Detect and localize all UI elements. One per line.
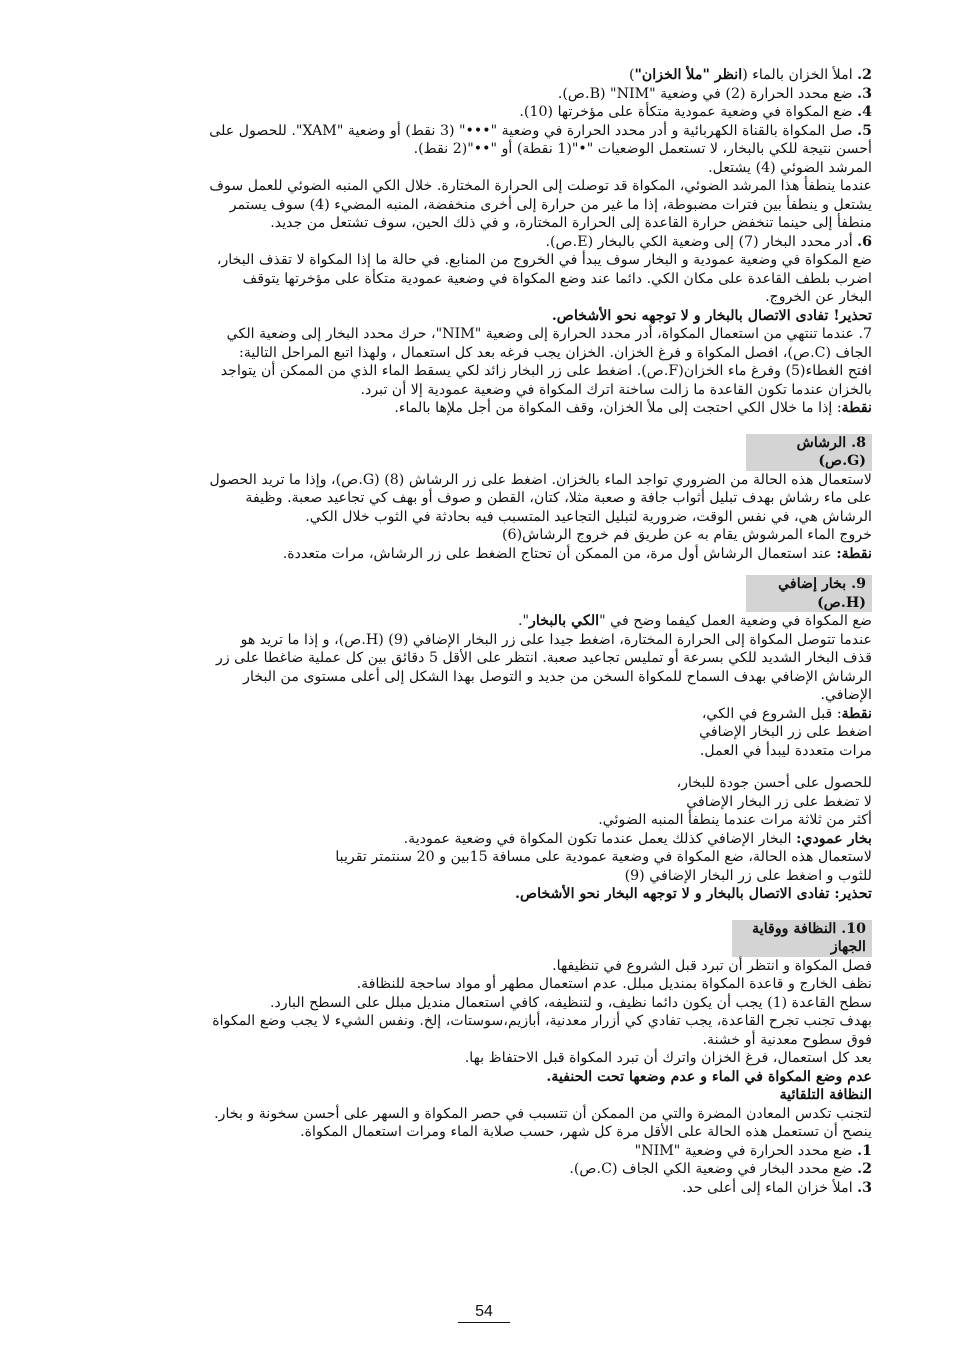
section-9-heading: 9. بخار إضافي (H.ص) [746, 575, 872, 612]
warning-steam: تحذير! تفادى الاتصال بالبخار و لا توجهه نحو الأشخاص. [551, 307, 872, 324]
step-5: 5. صل المكواة بالقناة الكهربائية و أدر محدد الحرارة في وضعية "•••" (3 نقط) أو وضعية "XAM". للحصول على أحسن نتيجة للكي بالبخار، لا تستعمل الوضعيات "•"(1 نقطة) أو "••"(2 نقط). [209, 122, 872, 157]
section-10-line: نظف الخارج و قاعدة المكواة بمنديل مبلل. عدم استعمال مطهر أو مواد ساحجة للنظافة. [356, 976, 872, 992]
vertical-steam: بخار عمودي: البخار الإضافي كذلك يعمل عندما تكون المكواة في وضعية عمودية. [403, 830, 872, 847]
section-9-paragraph: عندما تتوصل المكواة إلى الحرارة المختارة، اضغط جيدا على زر البخار الإضافي (9) (H.ص)، و إذا ما تريد هو قذف البخار الشديد للكي بسرعة أو تمليس تجاعيد صعبة. انتظر على الأقل 5 دقائق بين كل عملية ضاغطا على زر الرشاش الإضافي بهدف السماح للمكواة السخن من جديد و التوصل بهذا الشكل إلى أعلى مستوى من البخار الإضافي. [215, 631, 872, 703]
step-7-paragraph: افتح الغطاء(5) وفرغ ماء الخزان(F.ص). اضغط على زر البخار زائد لكي يسقط الماء الذي من الممكن أن يتواجد بالخزان عندما تكون القاعدة ما زالت ساخنة اترك المكواة في وضعية عمودية إلا أن تبرد. [220, 363, 872, 398]
no-water-warning: عدم وضع المكواة في الماء و عدم وضعها تحت الحنفية. [546, 1068, 872, 1085]
step-4: 4. ضع المكواة في وضعية عمودية متكأة على مؤخرتها (10). [519, 104, 872, 120]
step-6: 6. أدر محدد البخار (7) إلى وضعية الكي بالبخار (E.ص). [545, 233, 872, 250]
section-9-note: نقطة: قبل الشروع في الكي، اضغط على زر البخار الإضافي مرات متعددة ليبدأ في العمل. [699, 705, 872, 759]
auto-clean-title: النظافة التلقائية [779, 1087, 872, 1103]
clean-step-3: 3. املأ خزان الماء إلى أعلى حد. [681, 1179, 872, 1196]
auto-clean-line: لتجنب تكدس المعادن المضرة والتي من الممكن أن تتسبب في حصر المكواة و السهر على أحسن سخونة و بخار. [214, 1105, 872, 1122]
section-10-line: بعد كل استعمال، فرغ الخزان واترك أن تبرد المكواة قبل الاحتفاظ بها. [464, 1050, 872, 1066]
step-7: 7. عندما تنتهي من استعمال المكواة، أدر محدد الحرارة إلى وضعية "NIM"، حرك محدد البخار إلى وضعية الكي الجاف (C.ص)، افصل المكواة و فرغ الخزان. الخزان يجب فرغه بعد كل استعمال ، ولهذا اتبع المراحل التالية: [226, 326, 872, 361]
section-9-line1: ضع المكواة في وضعية العمل كيفما وضح في "الكي بالبخار". [517, 613, 872, 629]
manual-page [208, 66, 872, 1197]
indicator-line: المرشد الضوئي (4) يشتعل. [708, 159, 872, 176]
step-6-paragraph: ضع المكواة في وضعية عمودية و البخار سوف يبدأ في الخروج من المنابع. في حالة ما إذا المكواة لا تقذف البخار، اضرب بلطف القاعدة على مكان الكي. دائما عند وضع المكواة في وضعية عمودية متكأة على مؤخرتها يتوقف البخار عن الخروج. [216, 252, 872, 305]
section-10-heading: 10. النظافة ووقاية الجهاز [732, 920, 872, 957]
section-10-line: فصل المكواة و انتظر أن تبرد قبل الشروع في تنظيفها. [552, 957, 872, 974]
page-number: 54 [458, 1303, 510, 1323]
section-8-heading: 8. الرشاش (G.ص) [746, 434, 872, 471]
indicator-paragraph: عندما ينطفأ هذا المرشد الضوئي، المكواة قد توصلت إلى الحرارة المختارة. خلال الكي المنبه الضوئي للعمل سوف يشتعل و ينطفأ بين فترات مضبوطة، إذا ما غير من حرارة إلى أخرى منخفضة، المنبه المضيء (4) سوف يستمر منطفأ إلى حينما تنخفض حرارة القاعدة إلى الحرارة المختارة، و في ذلك الحين، سوف تشتعل من جديد. [209, 178, 872, 231]
clean-step-2: 2. ضع محدد البخار في وضعية الكي الجاف (C.ص). [569, 1161, 872, 1177]
section-8-paragraph: لاستعمال هذه الحالة من الضروري تواجد الماء بالخزان. اضغط على زر الرشاش (8) (G.ص)، وإذا ما تريد الحصول على ماء رشاش بهدف تبليل أثواب جافة و صعبة مثلا، كتان، القطن و صوف أو بهف كي تجاعيد صعبة. وظيفة الرشاش هي، في نفس الوقت، ضرورية لتبليل التجاعيد المتسبب فيه بحادثة في الثوب خلال الكي. [209, 471, 872, 525]
clean-step-1: 1. ضع محدد الحرارة في وضعية "NIM" [634, 1142, 872, 1159]
vertical-steam-line1: لاستعمال هذه الحالة، ضع المكواة في وضعية عمودية على مسافة 15بين و 20 سنتمتر تقريبا [335, 849, 872, 865]
note-refill: نقطة: إذا ما خلال الكي احتجت إلى ملأ الخزان، وقف المكواة من أجل ملإها بالماء. [394, 400, 872, 416]
step-2: 2. املأ الخزان بالماء (انظر "ملأ الخزان") [628, 67, 872, 83]
vertical-steam-line2: للثوب و اضغط على زر البخار الإضافي (9) [624, 867, 872, 884]
auto-clean-line: ينصح أن تستعمل هذه الحالة على الأقل مرة كل شهر، حسب صلابة الماء ومرات استعمال المكواة. [300, 1124, 872, 1140]
section-8-note: نقطة: عند استعمال الرشاش أول مرة، من الممكن أن تحتاج الضغط على زر الرشاش، مرات متعددة. [282, 545, 872, 562]
section-9-quality: للحصول على أحسن جودة للبخار، لا تضغط على زر البخار الإضافي أكثر من ثلاثة مرات عندما ينطفأ المنبه الضوئي. [598, 775, 872, 828]
section-10-line: سطح القاعدة (1) يجب أن يكون دائما نظيف، و لتنظيفه، كافي استعمال منديل مبلل على السطح البارد. [270, 994, 872, 1011]
section-10-line: بهدف تجنب تجرح القاعدة، يجب تفادي كي أزرار معدنية، أبازيم،سوستات، إلخ. ونفس الشيء لا يجب وضع المكواة فوق سطوح معدنية أو خشنة. [212, 1013, 872, 1048]
section-8-line2: خروج الماء المرشوش يقام به عن طريق فم خروج الرشاش(6) [501, 527, 872, 543]
warning-steam-direction: تحذير: تفادى الاتصال بالبخار و لا توجهه البخار نحو الأشخاص. [515, 886, 872, 902]
step-3: 3. ضع محدد الحرارة (2) في وضعية "NIM" (B.ص). [557, 85, 872, 102]
